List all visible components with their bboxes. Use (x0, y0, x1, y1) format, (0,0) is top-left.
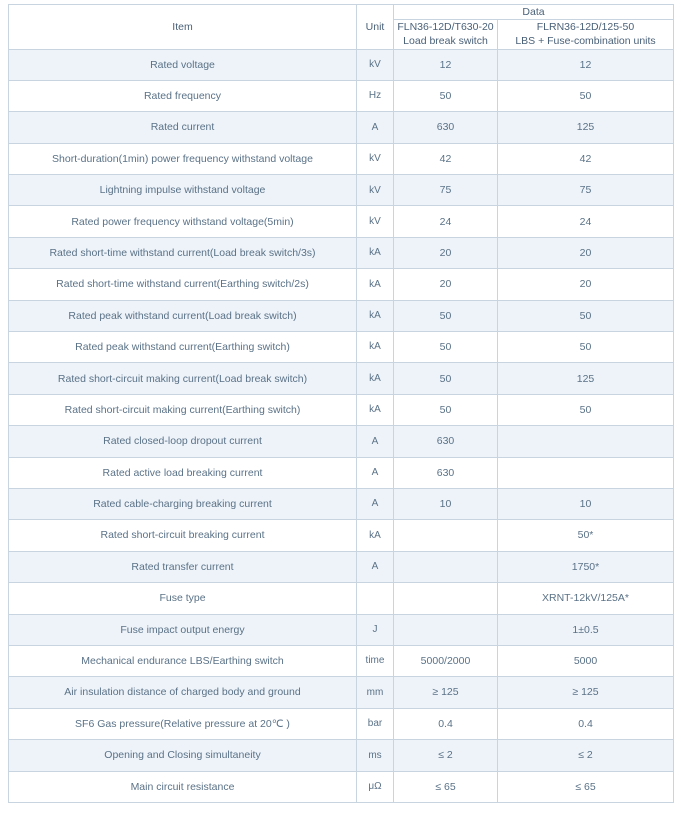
table-row (9, 80, 674, 111)
row-item-label: Rated transfer current (9, 551, 357, 582)
row-value-product-1 (394, 520, 498, 551)
row-value-product-1: 42 (394, 143, 498, 174)
row-item-label: Mechanical endurance LBS/Earthing switch (9, 645, 357, 676)
row-value-product-2: 75 (498, 175, 674, 206)
row-item-label: Rated cable-charging breaking current (9, 488, 357, 519)
row-unit: kA (357, 394, 394, 425)
row-item-label: Rated short-circuit making current(Load break switch) (9, 363, 357, 394)
row-value-product-2 (498, 457, 674, 488)
row-unit: kV (357, 206, 394, 237)
row-unit: kV (357, 175, 394, 206)
row-value-product-1: 10 (394, 488, 498, 519)
table-row (9, 49, 674, 80)
table-row (9, 112, 674, 143)
table-row (9, 175, 674, 206)
table-row (9, 394, 674, 425)
row-unit: ms (357, 740, 394, 771)
row-item-label: Rated voltage (9, 49, 357, 80)
row-value-product-1: 50 (394, 394, 498, 425)
row-value-product-1: 12 (394, 49, 498, 80)
row-item-label: Fuse type (9, 583, 357, 614)
table-row (9, 237, 674, 268)
row-unit: A (357, 551, 394, 582)
row-value-product-2: XRNT-12kV/125A* (498, 583, 674, 614)
row-unit: A (357, 457, 394, 488)
row-item-label: Rated current (9, 112, 357, 143)
table-row (9, 771, 674, 802)
row-value-product-1: 50 (394, 80, 498, 111)
row-item-label: Rated active load breaking current (9, 457, 357, 488)
row-item-label: Air insulation distance of charged body and ground (9, 677, 357, 708)
row-unit: mm (357, 677, 394, 708)
row-item-label: Rated short-time withstand current(Earthing switch/2s) (9, 269, 357, 300)
row-unit: kA (357, 269, 394, 300)
header-product-1 (394, 20, 498, 49)
row-value-product-1: 24 (394, 206, 498, 237)
row-value-product-1 (394, 583, 498, 614)
row-unit: kA (357, 332, 394, 363)
row-unit: kV (357, 143, 394, 174)
specifications-table (8, 4, 674, 803)
row-unit: kA (357, 300, 394, 331)
row-item-label: SF6 Gas pressure(Relative pressure at 20℃ ) (9, 708, 357, 739)
row-value-product-2: 24 (498, 206, 674, 237)
row-value-product-1: 50 (394, 300, 498, 331)
row-item-label: Rated closed-loop dropout current (9, 426, 357, 457)
table-row (9, 300, 674, 331)
row-value-product-2: 50 (498, 332, 674, 363)
row-value-product-2: 5000 (498, 645, 674, 676)
header-product-2-line1: FLRN36-12D/125-50 (536, 21, 635, 34)
row-value-product-2: 50* (498, 520, 674, 551)
row-item-label: Lightning impulse withstand voltage (9, 175, 357, 206)
row-unit: kA (357, 237, 394, 268)
table-row (9, 614, 674, 645)
table-row (9, 269, 674, 300)
header-product-2 (498, 20, 674, 49)
row-item-label: Rated frequency (9, 80, 357, 111)
table-row (9, 645, 674, 676)
table-row (9, 332, 674, 363)
row-value-product-1: 630 (394, 112, 498, 143)
table-row (9, 677, 674, 708)
row-value-product-1 (394, 551, 498, 582)
row-unit: J (357, 614, 394, 645)
row-value-product-1: 630 (394, 426, 498, 457)
row-value-product-1: ≤ 65 (394, 771, 498, 802)
row-value-product-1: 5000/2000 (394, 645, 498, 676)
row-unit: A (357, 112, 394, 143)
header-product-1-line2: Load break switch (403, 35, 488, 48)
row-unit: A (357, 488, 394, 519)
row-value-product-2: ≥ 125 (498, 677, 674, 708)
row-value-product-1: 0.4 (394, 708, 498, 739)
row-value-product-2: ≤ 2 (498, 740, 674, 771)
row-value-product-1: 20 (394, 269, 498, 300)
row-value-product-2: ≤ 65 (498, 771, 674, 802)
row-unit (357, 583, 394, 614)
row-value-product-2: 42 (498, 143, 674, 174)
row-value-product-2: 125 (498, 112, 674, 143)
header-data: Data (394, 5, 674, 20)
row-value-product-2: 50 (498, 80, 674, 111)
row-value-product-1: ≤ 2 (394, 740, 498, 771)
row-value-product-1 (394, 614, 498, 645)
row-value-product-1: 50 (394, 332, 498, 363)
row-item-label: Rated short-circuit making current(Earthing switch) (9, 394, 357, 425)
table-row (9, 143, 674, 174)
table-row (9, 457, 674, 488)
row-value-product-2: 20 (498, 237, 674, 268)
header-product-1-line1: FLN36-12D/T630-20 (397, 21, 494, 34)
row-value-product-1: 20 (394, 237, 498, 268)
row-unit: time (357, 645, 394, 676)
row-unit: bar (357, 708, 394, 739)
row-value-product-2: 1±0.5 (498, 614, 674, 645)
row-unit: A (357, 426, 394, 457)
table-header (9, 5, 674, 50)
row-value-product-2: 125 (498, 363, 674, 394)
header-product-2-line2: LBS + Fuse-combination units (515, 35, 656, 48)
row-value-product-2 (498, 426, 674, 457)
row-item-label: Short-duration(1min) power frequency withstand voltage (9, 143, 357, 174)
table-row (9, 740, 674, 771)
header-item: Item (9, 5, 357, 50)
table-row (9, 363, 674, 394)
table-row (9, 488, 674, 519)
row-value-product-1: 75 (394, 175, 498, 206)
row-value-product-2: 20 (498, 269, 674, 300)
row-value-product-2: 10 (498, 488, 674, 519)
row-unit: kA (357, 520, 394, 551)
row-value-product-2: 1750* (498, 551, 674, 582)
row-item-label: Main circuit resistance (9, 771, 357, 802)
row-unit: μΩ (357, 771, 394, 802)
row-value-product-2: 50 (498, 300, 674, 331)
header-row-top (9, 5, 674, 20)
row-item-label: Rated short-circuit breaking current (9, 520, 357, 551)
row-item-label: Rated peak withstand current(Earthing switch) (9, 332, 357, 363)
row-value-product-1: ≥ 125 (394, 677, 498, 708)
row-unit: kA (357, 363, 394, 394)
row-value-product-1: 630 (394, 457, 498, 488)
row-value-product-2: 0.4 (498, 708, 674, 739)
header-unit: Unit (357, 5, 394, 50)
row-item-label: Rated power frequency withstand voltage(5min) (9, 206, 357, 237)
row-value-product-2: 12 (498, 49, 674, 80)
row-item-label: Opening and Closing simultaneity (9, 740, 357, 771)
row-unit: kV (357, 49, 394, 80)
row-item-label: Rated peak withstand current(Load break switch) (9, 300, 357, 331)
table-row (9, 708, 674, 739)
table-row (9, 426, 674, 457)
row-value-product-2: 50 (498, 394, 674, 425)
table-row (9, 583, 674, 614)
row-value-product-1: 50 (394, 363, 498, 394)
table-row (9, 206, 674, 237)
table-row (9, 551, 674, 582)
row-item-label: Rated short-time withstand current(Load break switch/3s) (9, 237, 357, 268)
table-row (9, 520, 674, 551)
row-item-label: Fuse impact output energy (9, 614, 357, 645)
table-body (9, 49, 674, 802)
row-unit: Hz (357, 80, 394, 111)
